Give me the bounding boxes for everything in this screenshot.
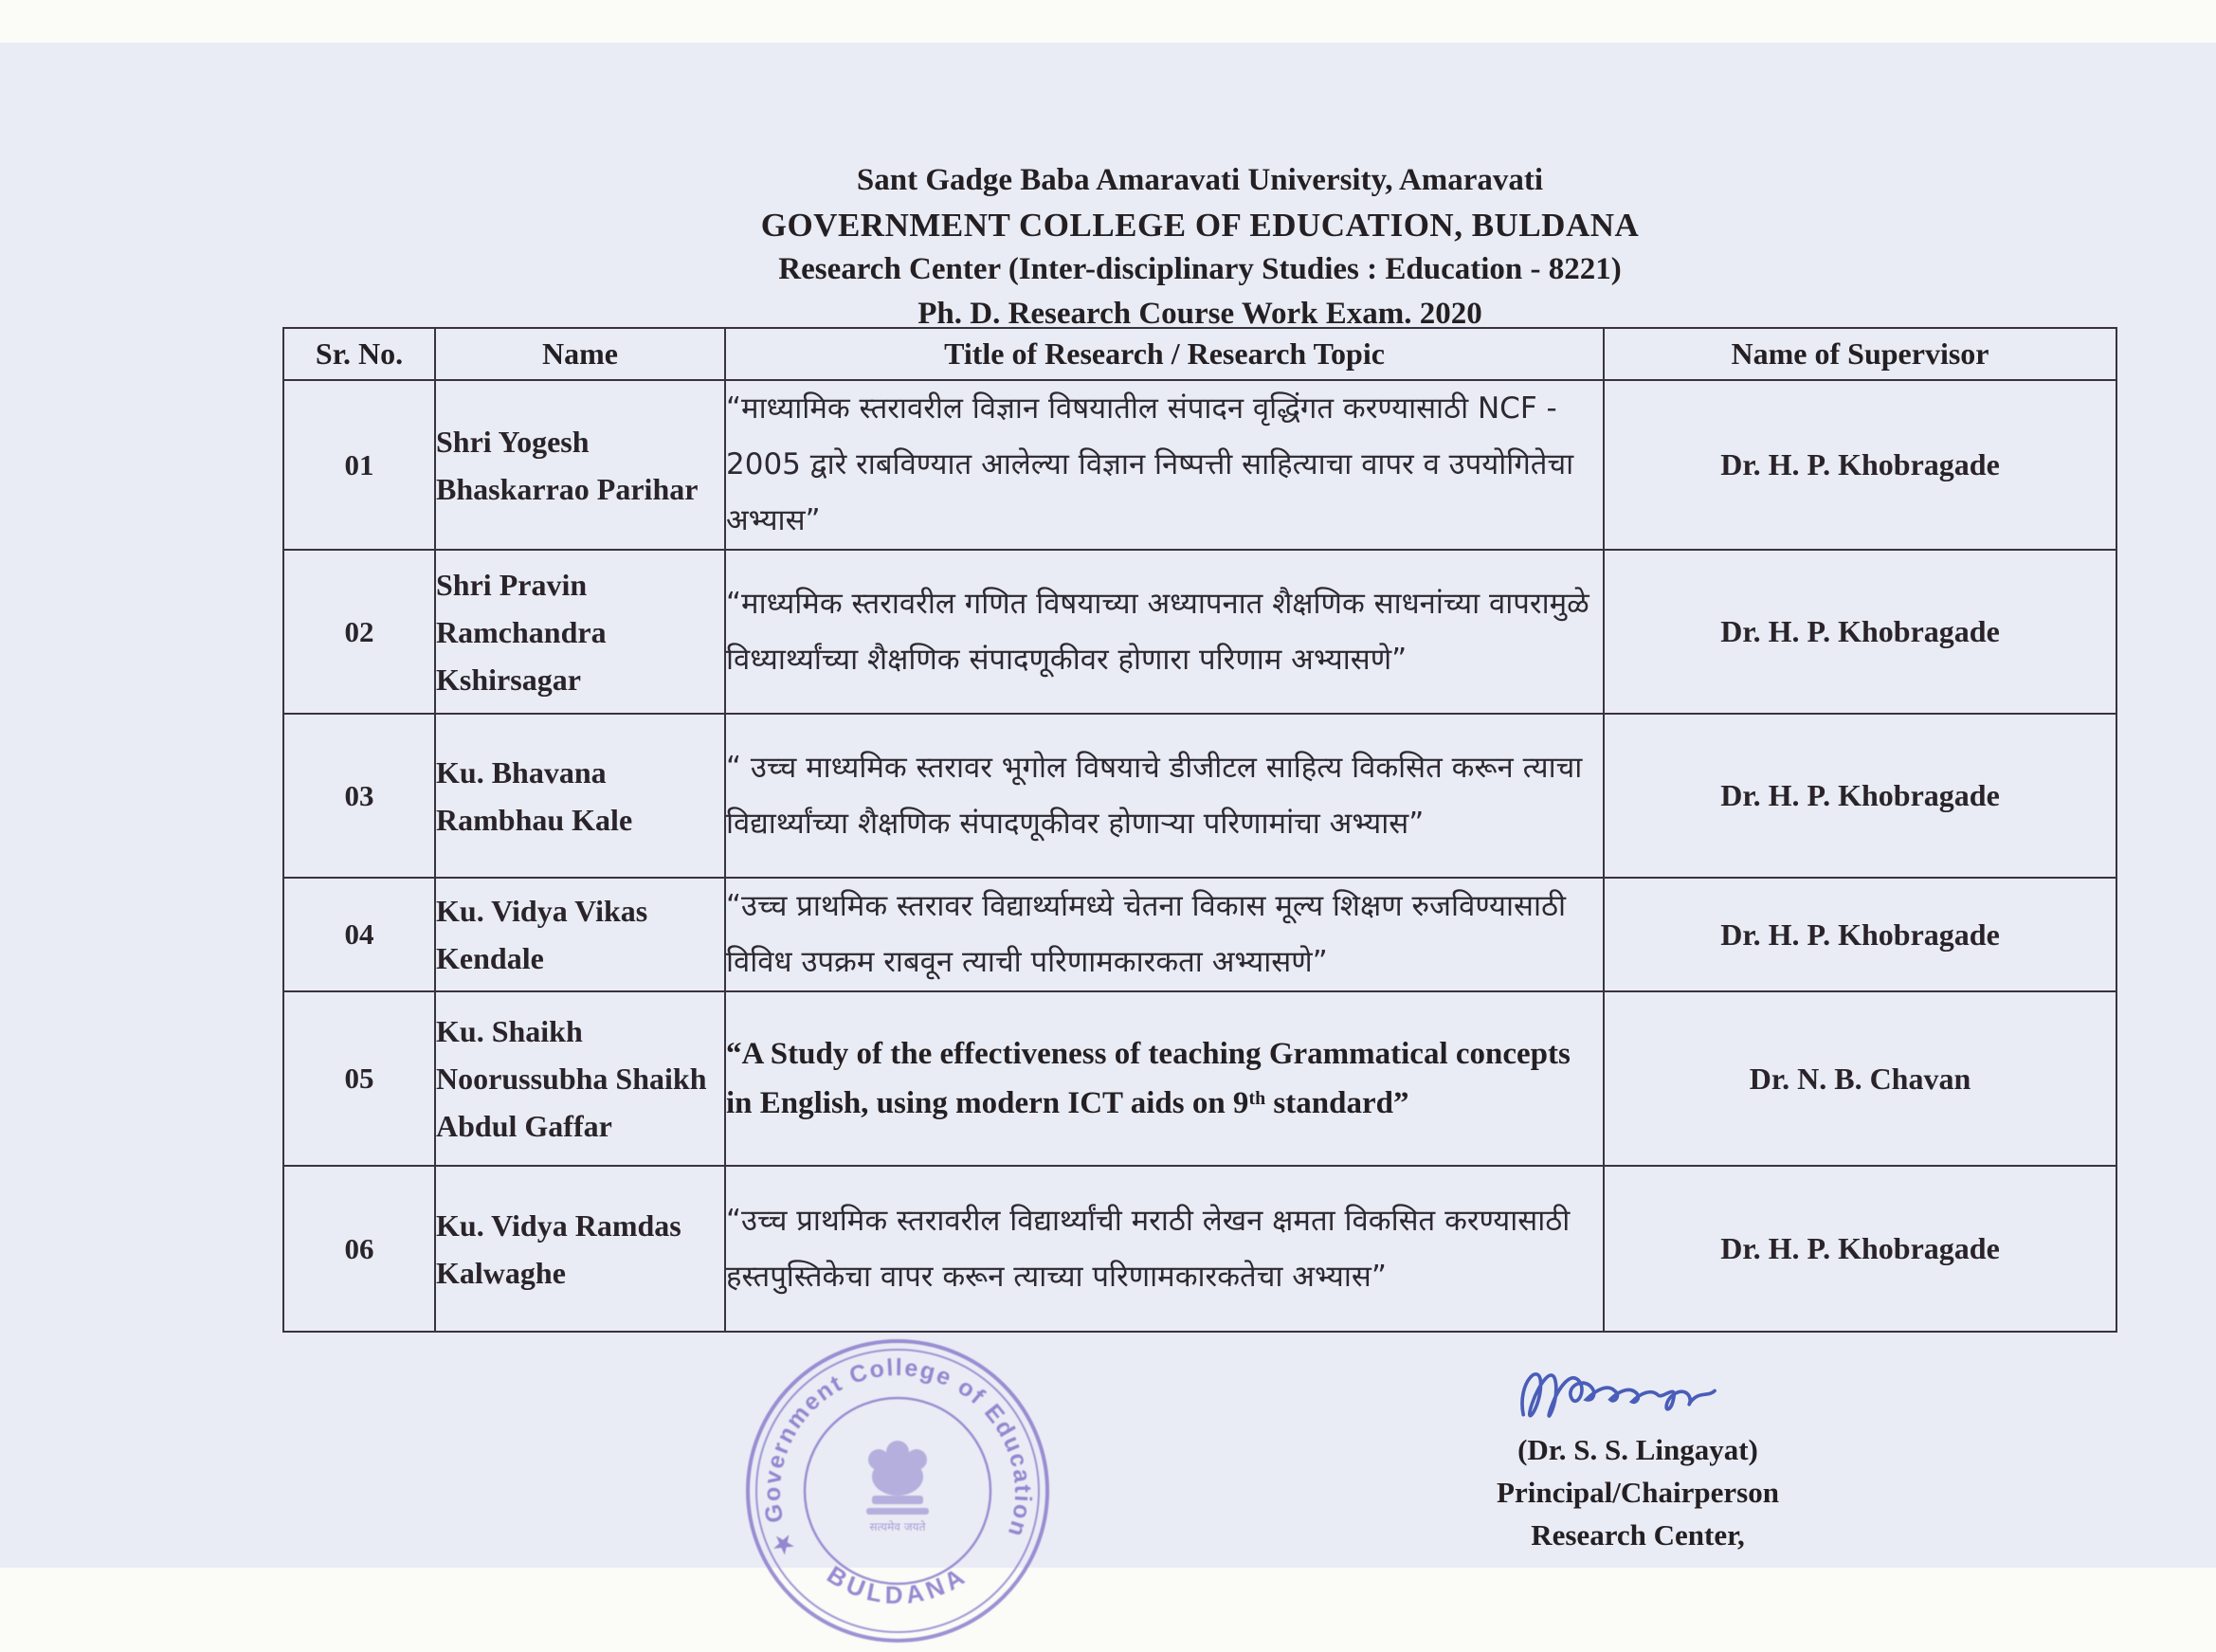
svg-text:BULDANA — [822, 1560, 972, 1609]
signoff-block — [1420, 1428, 1856, 1556]
title-cell: “उच्च प्राथमिक स्तरावर विद्यार्थ्यामध्ये चेतना विकास मूल्य शिक्षण रुजविण्यासाठी विविध उपक्रम राबवून त्याची परिणामकारकता अभ्यासणे” — [725, 878, 1604, 991]
title-cell: “ उच्च माध्यमिक स्तरावर भूगोल विषयाचे डीजीटल साहित्य विकसित करून त्याचा विद्यार्थ्यांच्या शैक्षणिक संपादणूकीवर होणाऱ्या परिणामांचा अभ्यास” — [725, 714, 1604, 878]
name-cell: Ku. Vidya Vikas Kendale — [435, 878, 725, 991]
ashoka-emblem — [866, 1441, 929, 1515]
supervisor-cell: Dr. N. B. Chavan — [1604, 991, 2116, 1166]
university-name: Sant Gadge Baba Amaravati University, Amaravati — [856, 163, 1544, 197]
college-name: GOVERNMENT COLLEGE OF EDUCATION, BULDANA — [760, 207, 1640, 244]
sr-no-cell: 01 — [283, 380, 435, 550]
table-row — [283, 1166, 2116, 1332]
research-center-line: Research Center (Inter-disciplinary Studies : Education - 8221) — [778, 252, 1622, 286]
table-row — [283, 714, 2116, 878]
stamp-arc-text: ★ Government College of Education — [758, 1354, 1037, 1560]
name-cell: Shri Yogesh Bhaskarrao Parihar — [435, 380, 725, 550]
signoff-role: Principal/Chairperson — [1497, 1476, 1779, 1509]
title-cell: “माध्यामिक स्तरावरील विज्ञान विषयातील संपादन वृद्धिंगत करण्यासाठी NCF - 2005 द्वारे राबविण्यात आलेल्या विज्ञान निष्पत्ती साहित्याचा वापर व उपयोगितेचा अभ्यास” — [725, 380, 1604, 550]
col-header-title: Title of Research / Research Topic — [725, 328, 1604, 380]
sr-no-cell: 04 — [283, 878, 435, 991]
exam-title: Ph. D. Research Course Work Exam. 2020 — [917, 297, 1482, 331]
supervisor-cell: Dr. H. P. Khobragade — [1604, 878, 2116, 991]
name-cell: Ku. Bhavana Rambhau Kale — [435, 714, 725, 878]
stamp-graphic — [746, 1334, 1059, 1647]
supervisor-cell: Dr. H. P. Khobragade — [1604, 550, 2116, 714]
title-cell: “A Study of the effectiveness of teaching Grammatical concepts in English, using modern ICT aids on 9ᵗʰ standard” — [725, 991, 1604, 1166]
supervisor-cell: Dr. H. P. Khobragade — [1604, 714, 2116, 878]
signoff-name: (Dr. S. S. Lingayat) — [1517, 1433, 1758, 1466]
stamp-motto: सत्यमेव जयते — [869, 1520, 926, 1534]
title-cell: “माध्यमिक स्तरावरील गणित विषयाच्या अध्यापनात शैक्षणिक साधनांच्या वापरामुळे विध्यार्थ्यांच्या शैक्षणिक संपादणूकीवर होणारा परिणाम अभ्यासणे” — [725, 550, 1604, 714]
table-row — [283, 380, 2116, 550]
signoff-org: Research Center, — [1531, 1518, 1745, 1552]
stamp-bottom-text: BULDANA — [822, 1559, 973, 1609]
sr-no-cell: 02 — [283, 550, 435, 714]
col-header-sr-no: Sr. No. — [283, 328, 435, 380]
scanned-document-page — [0, 43, 2216, 1609]
table-row — [283, 550, 2116, 714]
name-cell: Ku. Vidya Ramdas Kalwaghe — [435, 1166, 725, 1332]
sr-no-cell: 06 — [283, 1166, 435, 1332]
sr-no-cell: 03 — [283, 714, 435, 878]
title-cell: “उच्च प्राथमिक स्तरावरील विद्यार्थ्यांची मराठी लेखन क्षमता विकसित करण्यासाठी हस्तपुस्तिकेचा वापर करून त्याच्या परिणामकारकतेचा अभ्यास” — [725, 1166, 1604, 1332]
col-header-supervisor: Name of Supervisor — [1604, 328, 2116, 380]
name-cell: Shri Pravin Ramchandra Kshirsagar — [435, 550, 725, 714]
supervisor-cell: Dr. H. P. Khobragade — [1604, 380, 2116, 550]
col-header-name: Name — [435, 328, 725, 380]
supervisor-cell: Dr. H. P. Khobragade — [1604, 1166, 2116, 1332]
table-row — [283, 878, 2116, 991]
signature-scribble — [1517, 1358, 1735, 1432]
college-round-stamp — [746, 1334, 1059, 1647]
table-row — [283, 991, 2116, 1166]
document-header — [284, 158, 2116, 336]
table-header-row — [283, 328, 2116, 380]
name-cell: Ku. Shaikh Noorussubha Shaikh Abdul Gaffar — [435, 991, 725, 1166]
sr-no-cell: 05 — [283, 991, 435, 1166]
research-topics-table — [282, 327, 2117, 1333]
